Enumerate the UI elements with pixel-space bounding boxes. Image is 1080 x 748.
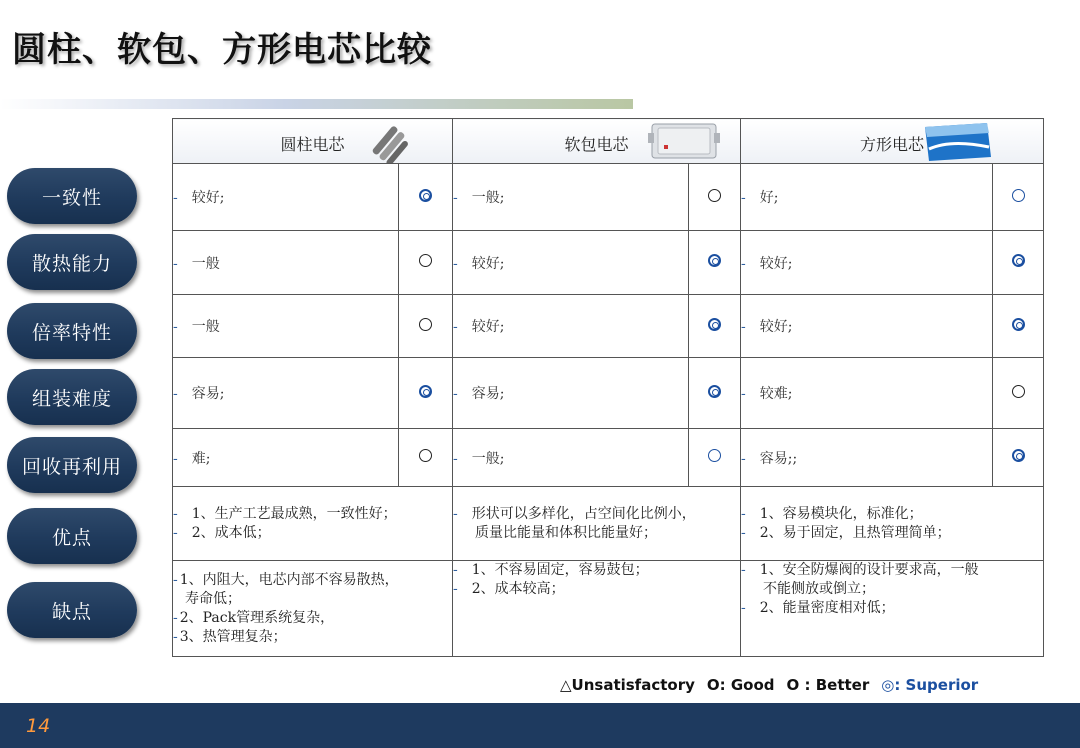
row-recycling (173, 429, 1044, 487)
cell-desc: - 难; (173, 429, 399, 487)
superior-rating-icon (1012, 318, 1025, 331)
header-cylindrical: 圆柱电芯 (173, 119, 453, 164)
superior-rating-icon (1012, 449, 1025, 462)
pros-pouch: - 形状可以多样化，占空间化比例小， 质量比能量和体积比能量好； (453, 487, 741, 561)
rating-cell (993, 231, 1044, 295)
legend-unsatisfactory: △Unsatisfactory (560, 676, 695, 694)
rating-cell (689, 164, 741, 231)
page-number: 14 (26, 715, 51, 737)
cell-desc: - 一般; (453, 429, 689, 487)
rating-cell (399, 295, 453, 358)
row-label-assembly: 组装难度 (7, 369, 137, 425)
rating-cell (993, 295, 1044, 358)
rating-cell (993, 164, 1044, 231)
legend-superior: ◎: Superior (881, 676, 979, 694)
superior-rating-icon (708, 385, 721, 398)
cell-desc: - 较好; (741, 295, 993, 358)
rating-cell (689, 358, 741, 429)
row-rate-capability (173, 295, 1044, 358)
prismatic-cell-icon (921, 121, 995, 163)
cell-desc: - 容易; (453, 358, 689, 429)
header-pouch: 软包电芯 (453, 119, 741, 164)
rating-cell (399, 429, 453, 487)
page-title: 圆柱、软包、方形电芯比较 (12, 30, 432, 70)
superior-rating-icon (708, 318, 721, 331)
legend-better: O : Better (786, 676, 870, 694)
cons-prismatic: - 1、安全防爆阀的设计要求高，一般 不能侧放或倒立； - 2、能量密度相对低； (741, 561, 1044, 657)
cell-desc: - 较好; (173, 164, 399, 231)
cell-desc: - 好; (741, 164, 993, 231)
rating-cell (993, 358, 1044, 429)
good-rating-icon (419, 449, 432, 462)
rating-cell (689, 429, 741, 487)
good-rating-icon (1012, 385, 1025, 398)
cell-desc: - 较好; (741, 231, 993, 295)
better-rating-icon (708, 449, 721, 462)
cons-cylindrical: - 1、内阻大，电芯内部不容易散热， 寿命低； - 2、Pack管理系统复杂， - 3、热管理复杂； (173, 561, 453, 657)
better-rating-icon (1012, 189, 1025, 202)
superior-rating-icon (708, 254, 721, 267)
rating-legend (560, 676, 978, 694)
cell-desc: - 较好; (453, 295, 689, 358)
good-rating-icon (708, 189, 721, 202)
cell-desc: - 较好; (453, 231, 689, 295)
row-heat-dissipation (173, 231, 1044, 295)
superior-rating-icon (419, 385, 432, 398)
row-label-rate-capability: 倍率特性 (7, 303, 137, 359)
legend-good: O: Good (706, 676, 775, 694)
rating-cell (689, 231, 741, 295)
row-consistency (173, 164, 1044, 231)
cell-desc: - 一般; (453, 164, 689, 231)
pouch-cell-icon (648, 121, 720, 161)
superior-rating-icon (1012, 254, 1025, 267)
row-label-cons: 缺点 (7, 582, 137, 638)
cell-desc: - 一般 (173, 231, 399, 295)
good-rating-icon (419, 254, 432, 267)
footer-bar (0, 703, 1080, 748)
rating-cell (689, 295, 741, 358)
rating-cell (993, 429, 1044, 487)
row-cons (173, 561, 1044, 657)
cell-desc: - 容易;; (741, 429, 993, 487)
header-prismatic: 方形电芯 (741, 119, 1044, 164)
cell-desc: - 容易; (173, 358, 399, 429)
pros-cylindrical: - 1、生产工艺最成熟，一致性好； - 2、成本低； (173, 487, 453, 561)
cell-desc: - 一般 (173, 295, 399, 358)
row-label-consistency: 一致性 (7, 168, 137, 224)
rating-cell (399, 164, 453, 231)
cell-desc: - 较难; (741, 358, 993, 429)
cylindrical-cell-icon (362, 121, 412, 163)
row-pros (173, 487, 1044, 561)
rating-cell (399, 358, 453, 429)
rating-cell (399, 231, 453, 295)
pros-prismatic: - 1、容易模块化，标准化； - 2、易于固定，且热管理简单； (741, 487, 1044, 561)
title-underline (0, 99, 633, 109)
cons-pouch: - 1、不容易固定，容易鼓包； - 2、成本较高； (453, 561, 741, 657)
row-label-recycling: 回收再利用 (7, 437, 137, 493)
superior-rating-icon (419, 189, 432, 202)
row-label-pros: 优点 (7, 508, 137, 564)
row-label-heat-dissipation: 散热能力 (7, 234, 137, 290)
comparison-table (172, 118, 1044, 657)
good-rating-icon (419, 318, 432, 331)
row-assembly (173, 358, 1044, 429)
